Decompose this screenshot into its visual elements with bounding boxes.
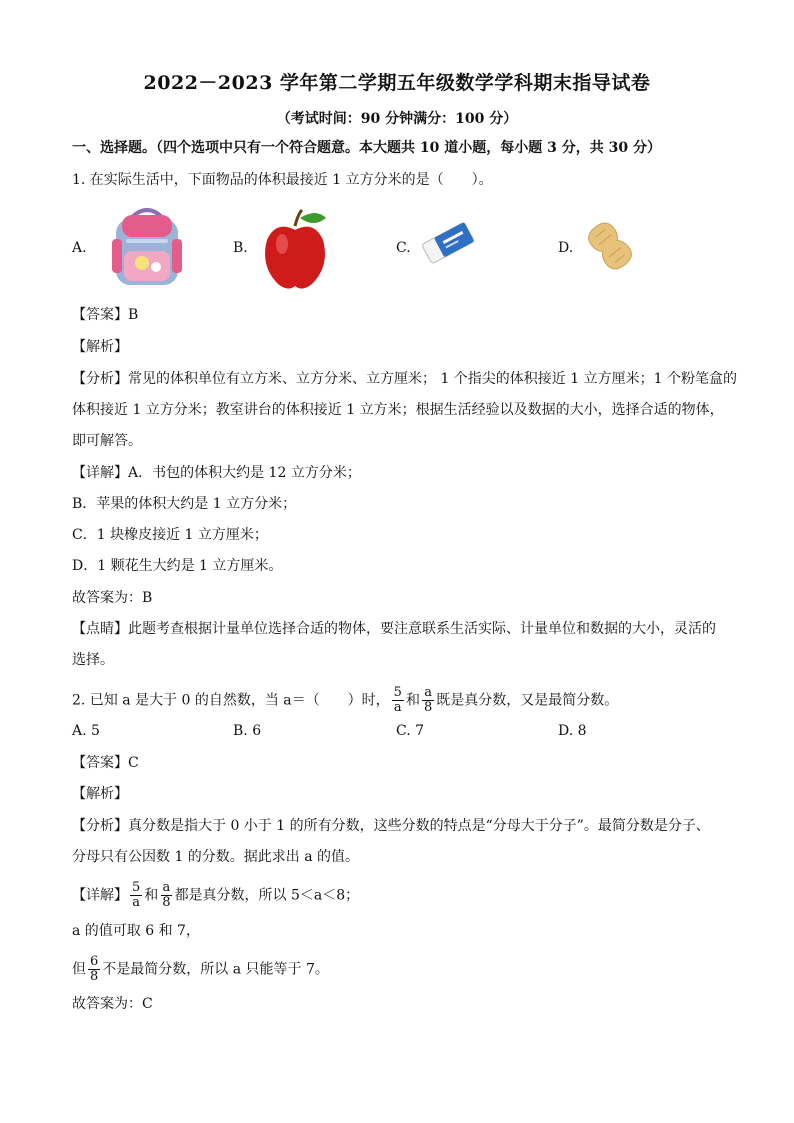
fraction: $\frac{6}{8}$	[90, 954, 99, 984]
q2-analysis-line: 【分析】真分数是指大于 0 小于 1 的所有分数，这些分数的特点是“分母大于分子”。最简分数是分子、	[72, 818, 710, 834]
q1-detail-line: B．苹果的体积大约是 1 立方分米；	[72, 496, 297, 512]
q1-detail-line: C．1 块橡皮接近 1 立方厘米；	[72, 527, 268, 543]
q1-detail-line: 【详解】A．书包的体积大约是 12 立方分米；	[72, 465, 361, 481]
fraction: $\frac{5}{a}$	[393, 685, 402, 715]
apple-icon	[262, 208, 328, 292]
q1-option-a-label: A.	[72, 240, 87, 256]
q1-comment-line: 选择。	[72, 652, 114, 668]
q1-option-b-label: B.	[233, 240, 248, 256]
q2-stem	[72, 686, 618, 715]
backpack-icon	[104, 203, 190, 289]
q2-analysis-title: 【解析】	[72, 786, 128, 802]
q2-stem-part: 和	[405, 692, 420, 709]
q2-option-a: A. 5	[72, 723, 100, 739]
q1-analysis-line: 【分析】常见的体积单位有立方米、立方分米、立方厘米； 1 个指尖的体积接近 1 立方厘米；1 个粉笔盒的	[72, 371, 737, 387]
q2-option-b: B. 6	[233, 723, 262, 739]
q1-detail-line: D．1 颗花生大约是 1 立方厘米。	[72, 558, 283, 574]
q1-stem: 1. 在实际生活中，下面物品的体积最接近 1 立方分米的是（ ）。	[72, 172, 493, 188]
q2-option-c: C. 7	[396, 723, 425, 739]
q2-final-answer: 故答案为：C	[72, 996, 153, 1012]
q1-answer: 【答案】B	[72, 307, 139, 323]
q2-stem-part: 2. 已知 a 是大于 0 的自然数，当 a＝（ ）时，	[72, 692, 390, 709]
q1-final-answer: 故答案为：B	[72, 590, 153, 606]
peanut-icon	[584, 218, 636, 274]
q2-analysis-line: 分母只有公因数 1 的分数。据此求出 a 的值。	[72, 849, 360, 865]
q2-detail-line: 但 $\frac{6}{8}$ 不是最简分数，所以 a 只能等于 7。	[72, 954, 329, 984]
fraction: $\frac{a}{8}$	[162, 880, 171, 910]
eraser-icon	[420, 218, 476, 268]
q2-answer: 【答案】C	[72, 755, 139, 771]
q1-comment-line: 【点睛】此题考查根据计量单位选择合适的物体，要注意联系生活实际、计量单位和数据的大小，灵活的	[72, 621, 716, 637]
q1-option-d-label: D.	[558, 240, 574, 256]
fraction: $\frac{a}{8}$	[423, 685, 433, 715]
q2-detail-line: a 的值可取 6 和 7，	[72, 923, 200, 939]
q1-option-c-label: C.	[396, 240, 411, 256]
q1-analysis-title: 【解析】	[72, 339, 128, 355]
page-subtitle: （考试时间：90 分钟满分：100 分）	[276, 111, 518, 127]
q2-detail-line: 【详解】 $\frac{5}{a}$ 和 $\frac{a}{8}$ 都是真分数，所以 5＜a＜8；	[72, 880, 360, 910]
q2-option-d: D. 8	[558, 723, 587, 739]
section-heading: 一、选择题。（四个选项中只有一个符合题意。本大题共 10 道小题，每小题 3 分，共 30 分）	[72, 140, 661, 156]
q1-analysis-line: 即可解答。	[72, 433, 142, 449]
q1-analysis-line: 体积接近 1 立方分米；教室讲台的体积接近 1 立方米；根据生活经验以及数据的大小，选择合适的物体，	[72, 402, 724, 418]
q2-stem-part: 既是真分数，又是最简分数。	[436, 692, 619, 709]
page-title: 2022－2023 学年第二学期五年级数学学科期末指导试卷	[143, 72, 651, 94]
fraction: $\frac{5}{a}$	[132, 880, 141, 910]
